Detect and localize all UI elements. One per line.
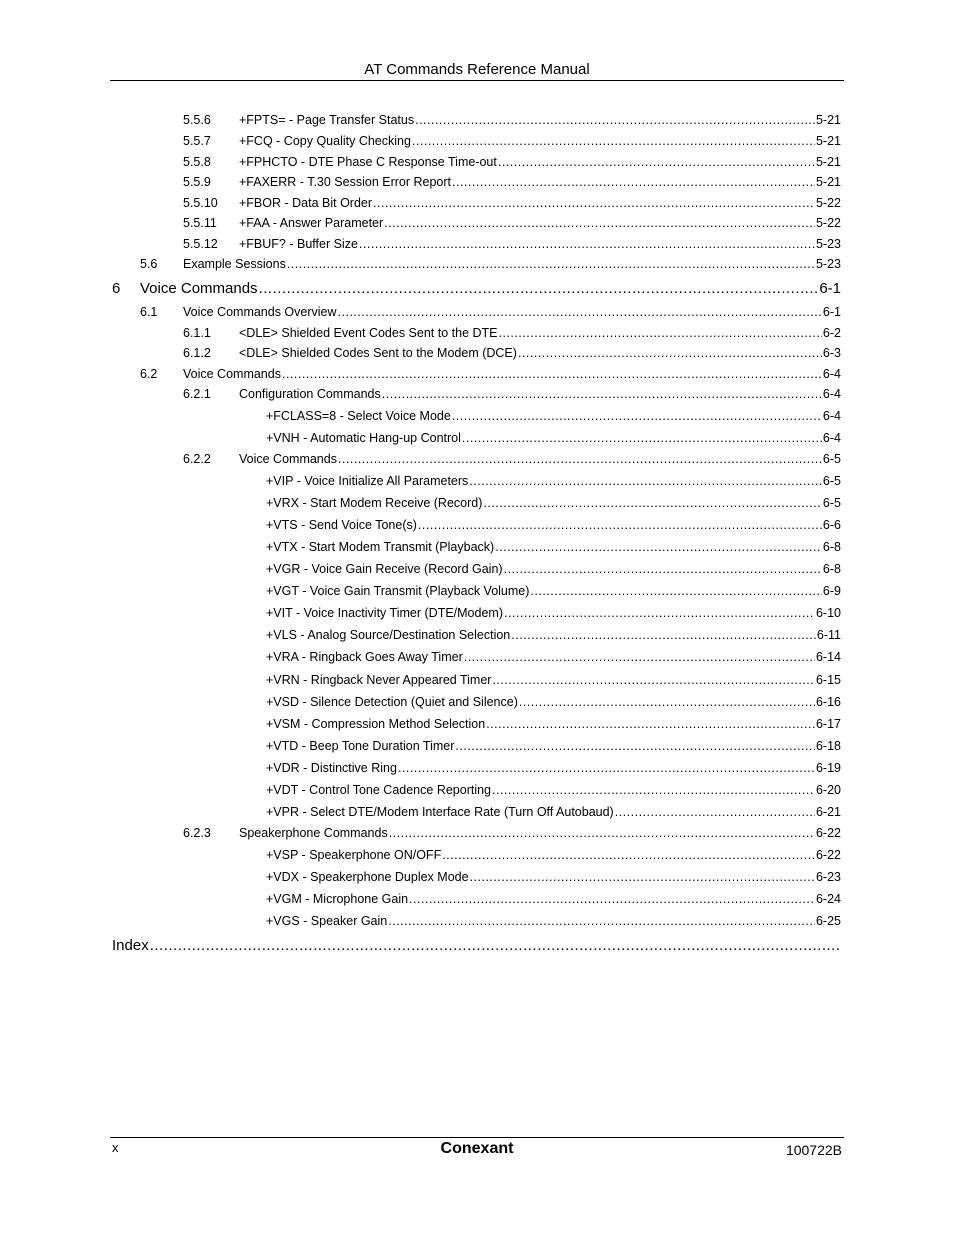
- toc-dot-leader: [389, 826, 815, 840]
- toc-dot-leader: [452, 409, 822, 423]
- toc-entry-title: +FCLASS=8 - Select Voice Mode: [266, 409, 451, 423]
- toc-entry-title: +VSP - Speakerphone ON/OFF: [266, 848, 442, 862]
- toc-entry[interactable]: [266, 606, 841, 620]
- toc-entry-number: 6.2.2: [183, 452, 211, 466]
- toc-entry[interactable]: [140, 305, 841, 319]
- toc-dot-leader: [498, 155, 815, 169]
- toc-entry[interactable]: [183, 134, 841, 148]
- toc-entry-page: 6-8: [822, 540, 841, 554]
- toc-entry[interactable]: [183, 326, 841, 340]
- toc-dot-leader: [518, 346, 822, 360]
- toc-entry-page: 6-14: [815, 650, 841, 664]
- toc-entry-title: +VTD - Beep Tone Duration Timer: [266, 739, 455, 753]
- toc-entry-index[interactable]: [112, 937, 841, 954]
- toc-entry[interactable]: [183, 155, 841, 169]
- toc-dot-leader: [359, 237, 815, 251]
- toc-dot-leader: [418, 518, 822, 532]
- toc-entry-number: 6.2.3: [183, 826, 211, 840]
- toc-entry[interactable]: [266, 628, 841, 642]
- toc-entry-title: Voice Commands: [183, 367, 281, 381]
- toc-entry[interactable]: [266, 409, 841, 423]
- toc-entry-number: 6.1.1: [183, 326, 211, 340]
- header-rule: [110, 80, 844, 81]
- toc-dot-leader: [415, 113, 815, 127]
- toc-dot-leader: [382, 387, 822, 401]
- toc-entry[interactable]: [183, 113, 841, 127]
- toc-dot-leader: [504, 562, 822, 576]
- toc-entry-title: +FPTS= - Page Transfer Status: [239, 113, 415, 127]
- footer-company-name: Conexant: [440, 1140, 514, 1157]
- toc-dot-leader: [499, 326, 822, 340]
- toc-dot-leader: [462, 431, 822, 445]
- toc-entry-title: +VNH - Automatic Hang-up Control: [266, 431, 461, 445]
- toc-entry[interactable]: [266, 650, 841, 664]
- toc-entry-title: +VRA - Ringback Goes Away Timer: [266, 650, 463, 664]
- toc-dot-leader: [150, 937, 840, 954]
- toc-dot-leader: [452, 175, 815, 189]
- toc-entry-number: 5.5.9: [183, 175, 211, 189]
- toc-entry-page: 6-16: [815, 695, 841, 709]
- toc-entry[interactable]: [266, 892, 841, 906]
- toc-entry-title: Example Sessions: [183, 257, 286, 271]
- toc-entry[interactable]: [140, 367, 841, 381]
- toc-entry[interactable]: [183, 387, 841, 401]
- toc-dot-leader: [282, 367, 822, 381]
- toc-entry-page: 6-18: [815, 739, 841, 753]
- toc-entry-title: +VDR - Distinctive Ring: [266, 761, 397, 775]
- toc-entry-title: +FCQ - Copy Quality Checking: [239, 134, 411, 148]
- toc-entry[interactable]: [183, 452, 841, 466]
- toc-dot-leader: [470, 870, 815, 884]
- toc-entry-page: 6-2: [822, 326, 841, 340]
- toc-entry-title: +FAXERR - T.30 Session Error Report: [239, 175, 452, 189]
- toc-entry[interactable]: [112, 280, 841, 297]
- toc-entry-title: +VLS - Analog Source/Destination Selection: [266, 628, 511, 642]
- toc-entry[interactable]: [266, 717, 841, 731]
- toc-entry-page: 5-21: [815, 113, 841, 127]
- toc-entry-title: Index: [112, 937, 149, 954]
- toc-entry-page: 6-5: [822, 452, 841, 466]
- page-header-title: AT Commands Reference Manual: [364, 61, 590, 78]
- toc-dot-leader: [492, 673, 815, 687]
- toc-entry-page: 6-4: [822, 431, 841, 445]
- toc-dot-leader: [259, 280, 819, 297]
- toc-entry-title: <DLE> Shielded Event Codes Sent to the DTE: [239, 326, 498, 340]
- toc-entry-number: 5.5.7: [183, 134, 211, 148]
- toc-entry-title: Speakerphone Commands: [239, 826, 388, 840]
- toc-entry-page: 6-25: [815, 914, 841, 928]
- toc-entry[interactable]: [183, 175, 841, 189]
- toc-entry-title: Configuration Commands: [239, 387, 381, 401]
- toc-entry-page: 5-23: [815, 237, 841, 251]
- toc-entry-page: 6-4: [822, 387, 841, 401]
- toc-dot-leader: [469, 474, 822, 488]
- toc-dot-leader: [615, 805, 815, 819]
- toc-entry[interactable]: [266, 914, 841, 928]
- toc-dot-leader: [384, 216, 815, 230]
- toc-entry[interactable]: [266, 695, 841, 709]
- toc-entry[interactable]: [183, 196, 841, 210]
- toc-entry-title: +VGT - Voice Gain Transmit (Playback Volume): [266, 584, 530, 598]
- toc-entry-title: +VSD - Silence Detection (Quiet and Silence): [266, 695, 518, 709]
- toc-entry-title: +VDX - Speakerphone Duplex Mode: [266, 870, 469, 884]
- toc-entry-title: +VGM - Microphone Gain: [266, 892, 409, 906]
- toc-entry-page: 6-4: [822, 367, 841, 381]
- toc-entry[interactable]: [266, 562, 841, 576]
- toc-entry-number: 5.5.11: [183, 216, 217, 230]
- toc-entry[interactable]: [266, 540, 841, 554]
- toc-entry-title: Voice Commands: [140, 280, 258, 297]
- toc-entry-number: 5.5.12: [183, 237, 218, 251]
- toc-entry[interactable]: [266, 431, 841, 445]
- toc-dot-leader: [519, 695, 815, 709]
- toc-entry-title: +VSM - Compression Method Selection: [266, 717, 486, 731]
- toc-dot-leader: [511, 628, 816, 642]
- toc-entry-title: +VGR - Voice Gain Receive (Record Gain): [266, 562, 503, 576]
- toc-entry-number: 5.5.8: [183, 155, 211, 169]
- toc-entry-title: +FPHCTO - DTE Phase C Response Time-out: [239, 155, 497, 169]
- toc-entry-page: 6-22: [815, 848, 841, 862]
- toc-dot-leader: [455, 739, 815, 753]
- toc-entry-page: 5-22: [815, 216, 841, 230]
- toc-dot-leader: [504, 606, 815, 620]
- toc-entry-title: +VTS - Send Voice Tone(s): [266, 518, 417, 532]
- toc-entry-page: 6-1: [819, 280, 841, 297]
- toc-entry-page: 5-21: [815, 134, 841, 148]
- toc-entry-title: +VGS - Speaker Gain: [266, 914, 388, 928]
- toc-entry[interactable]: [183, 346, 841, 360]
- toc-entry-page: 5-21: [815, 155, 841, 169]
- toc-entry-page: 6-23: [815, 870, 841, 884]
- toc-entry[interactable]: [140, 257, 841, 271]
- toc-entry-number: 6.2: [140, 367, 158, 381]
- toc-entry-title: +VDT - Control Tone Cadence Reporting: [266, 783, 492, 797]
- toc-entry[interactable]: [266, 805, 841, 819]
- toc-entry-title: +VRX - Start Modem Receive (Record): [266, 496, 483, 510]
- toc-entry-page: 6-15: [815, 673, 841, 687]
- toc-dot-leader: [486, 717, 815, 731]
- toc-dot-leader: [492, 783, 815, 797]
- toc-entry-page: 6-11: [816, 628, 841, 642]
- toc-entry-number: 5.6: [140, 257, 158, 271]
- toc-entry-number: 6: [112, 280, 121, 297]
- toc-entry-page: 5-22: [815, 196, 841, 210]
- toc-dot-leader: [495, 540, 822, 554]
- toc-dot-leader: [464, 650, 815, 664]
- toc-entry[interactable]: [266, 496, 841, 510]
- toc-entry[interactable]: [183, 237, 841, 251]
- toc-entry-page: 6-22: [815, 826, 841, 840]
- toc-entry-title: Voice Commands Overview: [183, 305, 337, 319]
- toc-dot-leader: [530, 584, 822, 598]
- toc-entry-page: 6-4: [822, 409, 841, 423]
- toc-dot-leader: [442, 848, 815, 862]
- footer-rule: [110, 1137, 844, 1138]
- footer-document-number: 100722B: [785, 1142, 842, 1158]
- toc-entry[interactable]: [266, 783, 841, 797]
- toc-dot-leader: [287, 257, 815, 271]
- toc-entry-page: 6-21: [815, 805, 841, 819]
- toc-dot-leader: [388, 914, 815, 928]
- toc-entry-title: <DLE> Shielded Codes Sent to the Modem (DCE): [239, 346, 517, 360]
- toc-entry-title: +VIT - Voice Inactivity Timer (DTE/Modem): [266, 606, 503, 620]
- toc-entry-page: 6-8: [822, 562, 841, 576]
- toc-entry-title: +VIP - Voice Initialize All Parameters: [266, 474, 469, 488]
- toc-entry-page: 6-17: [815, 717, 841, 731]
- toc-entry-title: +VTX - Start Modem Transmit (Playback): [266, 540, 495, 554]
- toc-entry[interactable]: [183, 216, 841, 230]
- toc-entry-title: Voice Commands: [239, 452, 337, 466]
- toc-entry[interactable]: [266, 848, 841, 862]
- toc-entry-page: 6-24: [815, 892, 841, 906]
- toc-entry[interactable]: [266, 474, 841, 488]
- toc-entry-number: 6.2.1: [183, 387, 211, 401]
- toc-dot-leader: [398, 761, 815, 775]
- toc-dot-leader: [338, 452, 822, 466]
- footer-page-number: x: [112, 1140, 119, 1155]
- toc-entry-page: 6-1: [822, 305, 841, 319]
- toc-dot-leader: [483, 496, 822, 510]
- toc-entry-page: 6-20: [815, 783, 841, 797]
- toc-dot-leader: [409, 892, 815, 906]
- toc-entry-title: +VRN - Ringback Never Appeared Timer: [266, 673, 492, 687]
- toc-entry-page: 6-5: [822, 474, 841, 488]
- toc-entry-page: 5-21: [815, 175, 841, 189]
- toc-entry-number: 6.1: [140, 305, 158, 319]
- toc-entry[interactable]: [266, 870, 841, 884]
- toc-entry-page: 6-3: [822, 346, 841, 360]
- toc-entry-title: +FBOR - Data Bit Order: [239, 196, 373, 210]
- toc-entry-title: +FAA - Answer Parameter: [239, 216, 384, 230]
- toc-entry-page: 6-5: [822, 496, 841, 510]
- toc-entry[interactable]: [266, 761, 841, 775]
- toc-entry-page: 6-10: [815, 606, 841, 620]
- toc-entry-page: 6-19: [815, 761, 841, 775]
- toc-entry-number: 5.5.6: [183, 113, 211, 127]
- toc-entry-page: 6-6: [822, 518, 841, 532]
- toc-entry-title: +VPR - Select DTE/Modem Interface Rate (Turn Off Autobaud): [266, 805, 614, 819]
- toc-dot-leader: [373, 196, 815, 210]
- toc-entry-page: 5-23: [815, 257, 841, 271]
- toc-entry-title: +FBUF? - Buffer Size: [239, 237, 358, 251]
- toc-entry[interactable]: [266, 584, 841, 598]
- toc-dot-leader: [338, 305, 822, 319]
- toc-dot-leader: [412, 134, 815, 148]
- toc-entry[interactable]: [266, 518, 841, 532]
- toc-entry-number: 6.1.2: [183, 346, 211, 360]
- toc-entry-page: 6-9: [822, 584, 841, 598]
- toc-entry[interactable]: [183, 826, 841, 840]
- toc-entry[interactable]: [266, 739, 841, 753]
- toc-entry-number: 5.5.10: [183, 196, 218, 210]
- toc-entry[interactable]: [266, 673, 841, 687]
